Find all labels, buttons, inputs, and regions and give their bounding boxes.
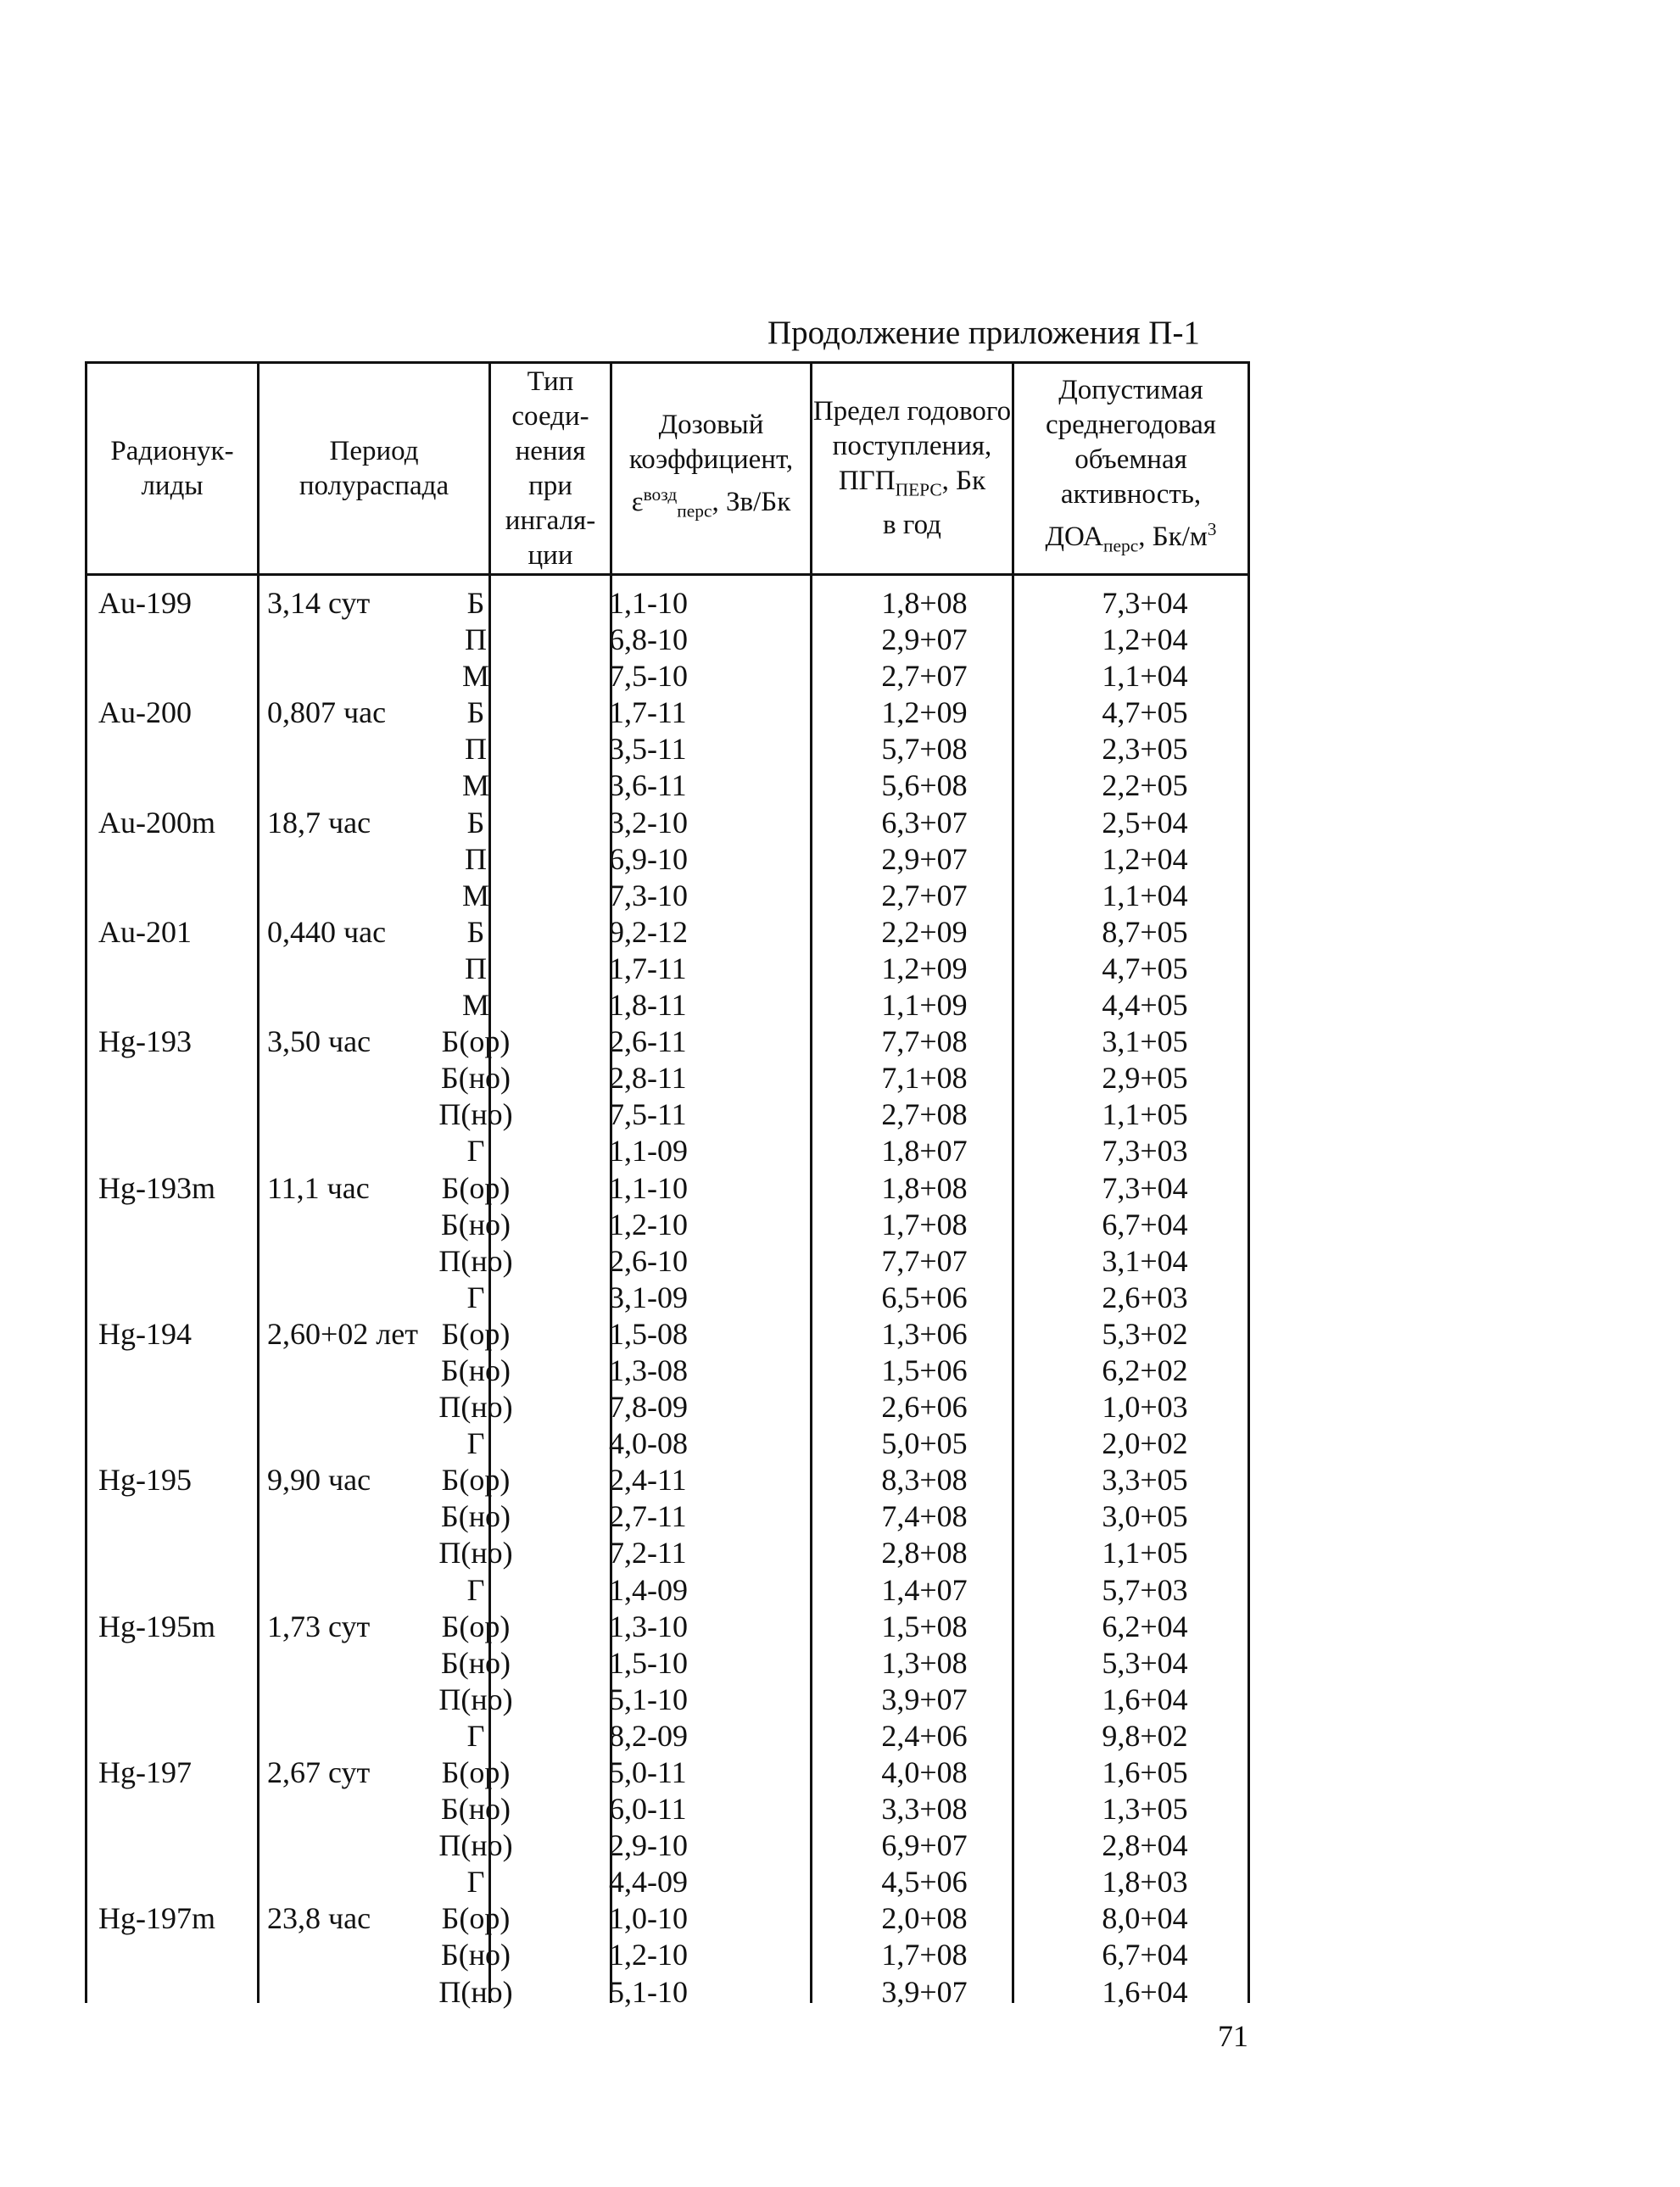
dose-cell: 4,0-08 xyxy=(609,1426,688,1461)
nuclide-cell: Au-200m xyxy=(98,805,215,840)
doa-cell: 3,0+05 xyxy=(1102,1499,1188,1534)
header-dose-symbol-line xyxy=(612,477,810,529)
doa-cell: 5,3+04 xyxy=(1102,1645,1188,1680)
dose-cell: 1,5-08 xyxy=(609,1316,688,1351)
limit-cell: 5,6+08 xyxy=(881,768,968,803)
dose-cell: 7,2-11 xyxy=(609,1536,687,1571)
limit-cell: 5,7+08 xyxy=(881,732,968,767)
nuclide-cell: Hg-193 xyxy=(98,1024,192,1059)
table-row xyxy=(85,1937,1250,1973)
type-cell: Б(но) xyxy=(441,1499,511,1534)
dose-cell: 1,7-11 xyxy=(609,695,687,730)
limit-cell: 1,5+08 xyxy=(881,1609,968,1643)
doa-cell: 3,1+04 xyxy=(1102,1243,1188,1278)
limit-cell: 1,2+09 xyxy=(881,951,968,985)
dose-cell: 2,7-11 xyxy=(609,1499,687,1534)
doa-cell: 2,5+04 xyxy=(1102,805,1188,840)
limit-cell: 1,8+08 xyxy=(881,1170,968,1205)
type-cell: Б(но) xyxy=(441,1938,511,1972)
header-doa-abbr: ДОА xyxy=(1045,522,1104,553)
dose-cell: 7,3-10 xyxy=(609,878,688,912)
doa-cell: 6,7+04 xyxy=(1102,1207,1188,1241)
table-row xyxy=(85,695,1250,731)
nuclide-cell: Hg-195m xyxy=(98,1609,215,1643)
dose-cell: 7,5-10 xyxy=(609,659,688,694)
type-cell: Б(ор) xyxy=(441,1463,511,1498)
doa-cell: 9,8+02 xyxy=(1102,1718,1188,1753)
doa-cell: 7,3+04 xyxy=(1102,586,1188,620)
nuclide-cell: Hg-194 xyxy=(98,1316,192,1351)
type-cell: М xyxy=(461,768,489,803)
limit-cell: 8,3+08 xyxy=(881,1463,968,1498)
limit-cell: 6,3+07 xyxy=(881,805,968,840)
doa-cell: 6,7+04 xyxy=(1102,1938,1188,1972)
table-row xyxy=(85,767,1250,804)
dose-cell: 5,1-10 xyxy=(609,1974,688,2009)
limit-cell: 2,4+06 xyxy=(881,1718,968,1753)
header-limit-abbr: ПГП xyxy=(838,466,896,497)
header-limit-symbol-line xyxy=(812,464,1012,508)
header-doa xyxy=(1014,364,1247,573)
dose-cell: 7,5-11 xyxy=(609,1097,687,1132)
dose-cell: 6,8-10 xyxy=(609,622,688,657)
doa-cell: 1,1+04 xyxy=(1102,659,1188,694)
limit-cell: 1,5+06 xyxy=(881,1353,968,1387)
dose-cell: 4,4-09 xyxy=(609,1865,688,1900)
limit-cell: 6,9+07 xyxy=(881,1828,968,1863)
doa-cell: 1,3+05 xyxy=(1102,1792,1188,1827)
limit-cell: 1,7+08 xyxy=(881,1207,968,1241)
header-dose-unit: , Зв/Бк xyxy=(712,487,791,518)
dose-cell: 1,1-10 xyxy=(609,586,688,620)
limit-cell: 2,7+07 xyxy=(881,659,968,694)
table-row xyxy=(85,1096,1250,1133)
type-cell: Б(ор) xyxy=(441,1901,511,1936)
doa-cell: 5,7+03 xyxy=(1102,1572,1188,1607)
type-cell: Г xyxy=(466,1426,485,1461)
doa-cell: 1,1+04 xyxy=(1102,878,1188,912)
nuclide-cell: Hg-197m xyxy=(98,1901,215,1936)
type-cell: М xyxy=(461,659,489,694)
doa-cell: 4,7+05 xyxy=(1102,695,1188,730)
table-row xyxy=(85,1609,1250,1645)
limit-cell: 2,2+09 xyxy=(881,914,968,949)
doa-cell: 1,1+05 xyxy=(1102,1536,1188,1571)
table-row xyxy=(85,1572,1250,1609)
dose-cell: 1,3-08 xyxy=(609,1353,688,1387)
table-row xyxy=(85,622,1250,658)
dose-cell: 3,2-10 xyxy=(609,805,688,840)
doa-cell: 1,1+05 xyxy=(1102,1097,1188,1132)
header-type xyxy=(491,364,610,573)
type-cell: П xyxy=(465,841,487,876)
type-cell: Б(ор) xyxy=(441,1609,511,1643)
dose-cell: 1,3-10 xyxy=(609,1609,688,1643)
type-cell: П xyxy=(465,622,487,657)
half-life-cell: 2,60+02 лет xyxy=(267,1316,418,1351)
type-cell: Г xyxy=(466,1718,485,1753)
table-row xyxy=(85,1024,1250,1060)
header-half-life-text: Период полураспада xyxy=(299,435,449,501)
limit-cell: 7,7+08 xyxy=(881,1024,968,1059)
limit-cell: 4,0+08 xyxy=(881,1755,968,1789)
table-row xyxy=(85,1133,1250,1169)
nuclide-cell: Hg-197 xyxy=(98,1755,192,1789)
dose-cell: 9,2-12 xyxy=(609,914,688,949)
dose-cell: 3,5-11 xyxy=(609,732,687,767)
limit-cell: 6,5+06 xyxy=(881,1280,968,1314)
half-life-cell: 1,73 сут xyxy=(267,1609,371,1643)
limit-cell: 7,4+08 xyxy=(881,1499,968,1534)
header-dose-sub: перс xyxy=(677,500,712,522)
half-life-cell: 11,1 час xyxy=(267,1170,370,1205)
page-number: 71 xyxy=(1218,2019,1248,2053)
dose-cell: 1,1-09 xyxy=(609,1134,688,1169)
table-row xyxy=(85,1827,1250,1864)
type-cell: Б(но) xyxy=(441,1207,511,1241)
table-row xyxy=(85,878,1250,914)
dose-cell: 6,9-10 xyxy=(609,841,688,876)
table-row xyxy=(85,1755,1250,1791)
limit-cell: 2,0+08 xyxy=(881,1901,968,1936)
header-limit-text: Предел годового поступления, xyxy=(812,396,1012,462)
header-dose-text: Дозовый коэффициент, xyxy=(628,410,794,476)
header-limit-per-year: в год xyxy=(883,509,941,540)
dose-cell: 2,4-11 xyxy=(609,1463,687,1498)
half-life-cell: 9,90 час xyxy=(267,1463,371,1498)
table-row xyxy=(85,951,1250,987)
dose-cell: 2,6-11 xyxy=(609,1024,687,1059)
type-cell: П(но) xyxy=(438,1243,513,1278)
limit-cell: 2,6+06 xyxy=(881,1390,968,1425)
table-row xyxy=(85,1682,1250,1718)
table-row xyxy=(85,805,1250,841)
limit-cell: 2,8+08 xyxy=(881,1536,968,1571)
limit-cell: 1,3+08 xyxy=(881,1645,968,1680)
type-cell: П xyxy=(465,732,487,767)
header-limit xyxy=(812,364,1012,573)
header-doa-sub: перс xyxy=(1103,535,1139,556)
doa-cell: 2,0+02 xyxy=(1102,1426,1188,1461)
dose-cell: 1,4-09 xyxy=(609,1572,688,1607)
type-cell: П(но) xyxy=(438,1974,513,2009)
type-cell: Б xyxy=(466,695,485,730)
header-doa-unit: , Бк/м xyxy=(1138,522,1208,553)
dose-cell: 6,0-11 xyxy=(609,1792,687,1827)
doa-cell: 2,9+05 xyxy=(1102,1061,1188,1096)
table-row xyxy=(85,1243,1250,1280)
header-doa-block xyxy=(1014,373,1247,564)
type-cell: Б(ор) xyxy=(441,1755,511,1789)
type-cell: Б(но) xyxy=(441,1353,511,1387)
doa-cell: 1,8+03 xyxy=(1102,1865,1188,1900)
header-limit-unit: , Бк xyxy=(941,466,986,497)
type-cell: М xyxy=(461,878,489,912)
doa-cell: 7,3+03 xyxy=(1102,1134,1188,1169)
type-cell: Б(но) xyxy=(441,1792,511,1827)
type-cell: Б xyxy=(466,586,485,620)
doa-cell: 2,2+05 xyxy=(1102,768,1188,803)
limit-cell: 1,8+08 xyxy=(881,586,968,620)
continuation-caption: Продолжение приложения П-1 xyxy=(767,315,1200,351)
doa-cell: 1,6+04 xyxy=(1102,1974,1188,2009)
type-cell: П(но) xyxy=(438,1390,513,1425)
limit-cell: 4,5+06 xyxy=(881,1865,968,1900)
doa-cell: 1,0+03 xyxy=(1102,1390,1188,1425)
doa-cell: 2,8+04 xyxy=(1102,1828,1188,1863)
header-doa-sup: 3 xyxy=(1207,519,1217,540)
limit-cell: 5,0+05 xyxy=(881,1426,968,1461)
type-cell: П(но) xyxy=(438,1097,513,1132)
doa-cell: 8,7+05 xyxy=(1102,914,1188,949)
table-row xyxy=(85,1535,1250,1571)
type-cell: Б(но) xyxy=(441,1645,511,1680)
nuclide-cell: Au-200 xyxy=(98,695,192,730)
limit-cell: 3,9+07 xyxy=(881,1682,968,1716)
doa-cell: 1,2+04 xyxy=(1102,622,1188,657)
dose-cell: 2,6-10 xyxy=(609,1243,688,1278)
limit-cell: 2,7+07 xyxy=(881,878,968,912)
table-row xyxy=(85,1425,1250,1462)
type-cell: М xyxy=(461,988,489,1023)
header-doa-text: Допустимая среднегодовая объемная активность, xyxy=(1046,375,1216,510)
table-row xyxy=(85,1791,1250,1827)
table-row xyxy=(85,1389,1250,1425)
limit-cell: 1,3+06 xyxy=(881,1316,968,1351)
doa-cell: 1,6+04 xyxy=(1102,1682,1188,1716)
dose-cell: 5,0-11 xyxy=(609,1755,687,1789)
dose-cell: 2,9-10 xyxy=(609,1828,688,1863)
table-row xyxy=(85,1316,1250,1353)
limit-cell: 2,9+07 xyxy=(881,622,968,657)
dose-cell: 1,2-10 xyxy=(609,1938,688,1972)
table-row xyxy=(85,1170,1250,1207)
table-row xyxy=(85,1864,1250,1900)
limit-cell: 3,9+07 xyxy=(881,1974,968,2009)
table-row xyxy=(85,731,1250,767)
header-limit-sub: ПЕРС xyxy=(895,479,942,500)
type-cell: Б(ор) xyxy=(441,1024,511,1059)
half-life-cell: 3,14 сут xyxy=(267,586,371,620)
limit-cell: 2,7+08 xyxy=(881,1097,968,1132)
doa-cell: 2,3+05 xyxy=(1102,732,1188,767)
limit-cell: 1,1+09 xyxy=(881,988,968,1023)
type-cell: П xyxy=(465,951,487,985)
nuclide-cell: Hg-193m xyxy=(98,1170,215,1205)
dose-cell: 3,1-09 xyxy=(609,1280,688,1314)
nuclide-cell: Hg-195 xyxy=(98,1463,192,1498)
table-row xyxy=(85,987,1250,1024)
type-cell: Г xyxy=(466,1134,485,1169)
limit-cell: 1,8+07 xyxy=(881,1134,968,1169)
header-limit-block xyxy=(812,394,1012,543)
dose-cell: 1,2-10 xyxy=(609,1207,688,1241)
doa-cell: 6,2+02 xyxy=(1102,1353,1188,1387)
header-dose-epsilon: ε xyxy=(631,487,644,518)
half-life-cell: 0,807 час xyxy=(267,695,387,730)
doa-cell: 1,6+05 xyxy=(1102,1755,1188,1789)
type-cell: Г xyxy=(466,1280,485,1314)
half-life-cell: 0,440 час xyxy=(267,914,387,949)
table-row xyxy=(85,1462,1250,1498)
header-dose xyxy=(612,364,810,573)
dose-cell: 2,8-11 xyxy=(609,1061,687,1096)
type-cell: Б(но) xyxy=(441,1061,511,1096)
dose-cell: 5,1-10 xyxy=(609,1682,688,1716)
dose-cell: 3,6-11 xyxy=(609,768,687,803)
nuclide-cell: Au-199 xyxy=(98,586,192,620)
header-dose-block xyxy=(612,408,810,529)
half-life-cell: 23,8 час xyxy=(267,1901,371,1936)
table-row xyxy=(85,1974,1250,2011)
type-cell: Б xyxy=(466,805,485,840)
limit-cell: 1,7+08 xyxy=(881,1938,968,1972)
type-cell: Б(ор) xyxy=(441,1170,511,1205)
doa-cell: 1,2+04 xyxy=(1102,841,1188,876)
table-row xyxy=(85,1718,1250,1755)
dose-cell: 1,5-10 xyxy=(609,1645,688,1680)
doa-cell: 3,1+05 xyxy=(1102,1024,1188,1059)
header-doa-symbol-line xyxy=(1014,512,1247,564)
type-cell: Б(ор) xyxy=(441,1316,511,1351)
doa-cell: 3,3+05 xyxy=(1102,1463,1188,1498)
header-dose-sup: возд xyxy=(643,484,678,505)
limit-cell: 7,1+08 xyxy=(881,1061,968,1096)
doa-cell: 6,2+04 xyxy=(1102,1609,1188,1643)
header-type-text: Тип соеди-нения при ингаля-ции xyxy=(505,365,596,571)
table-row xyxy=(85,1645,1250,1682)
limit-cell: 1,2+09 xyxy=(881,695,968,730)
table-row xyxy=(85,1498,1250,1535)
nuclide-cell: Au-201 xyxy=(98,914,192,949)
half-life-cell: 18,7 час xyxy=(267,805,371,840)
limit-cell: 1,4+07 xyxy=(881,1572,968,1607)
radionuclide-table xyxy=(85,361,1250,2009)
half-life-cell: 2,67 сут xyxy=(267,1755,371,1789)
table-row xyxy=(85,1900,1250,1937)
doa-cell: 4,4+05 xyxy=(1102,988,1188,1023)
doa-cell: 8,0+04 xyxy=(1102,1901,1188,1936)
doa-cell: 7,3+04 xyxy=(1102,1170,1188,1205)
type-cell: П(но) xyxy=(438,1536,513,1571)
header-nuclide xyxy=(87,364,257,573)
limit-cell: 2,9+07 xyxy=(881,841,968,876)
table-row xyxy=(85,585,1250,622)
dose-cell: 1,7-11 xyxy=(609,951,687,985)
dose-cell: 8,2-09 xyxy=(609,1718,688,1753)
table-body xyxy=(85,585,1250,2011)
type-cell: П(но) xyxy=(438,1828,513,1863)
header-bottom-border xyxy=(85,573,1250,576)
table-row xyxy=(85,841,1250,878)
doa-cell: 2,6+03 xyxy=(1102,1280,1188,1314)
half-life-cell: 3,50 час xyxy=(267,1024,371,1059)
doa-cell: 5,3+02 xyxy=(1102,1316,1188,1351)
table-row xyxy=(85,914,1250,951)
table-row xyxy=(85,1207,1250,1243)
dose-cell: 1,8-11 xyxy=(609,988,687,1023)
limit-cell: 7,7+07 xyxy=(881,1243,968,1278)
dose-cell: 1,0-10 xyxy=(609,1901,688,1936)
type-cell: Б xyxy=(466,914,485,949)
header-nuclide-text: Радионук-лиды xyxy=(110,435,234,501)
table-row xyxy=(85,658,1250,695)
table-row xyxy=(85,1353,1250,1389)
dose-cell: 1,1-10 xyxy=(609,1170,688,1205)
type-cell: Г xyxy=(466,1572,485,1607)
table-row xyxy=(85,1060,1250,1096)
dose-cell: 7,8-09 xyxy=(609,1390,688,1425)
doa-cell: 4,7+05 xyxy=(1102,951,1188,985)
table-row xyxy=(85,1280,1250,1316)
type-cell: Г xyxy=(466,1865,485,1900)
limit-cell: 3,3+08 xyxy=(881,1792,968,1827)
type-cell: П(но) xyxy=(438,1682,513,1716)
header-half-life xyxy=(260,364,488,573)
